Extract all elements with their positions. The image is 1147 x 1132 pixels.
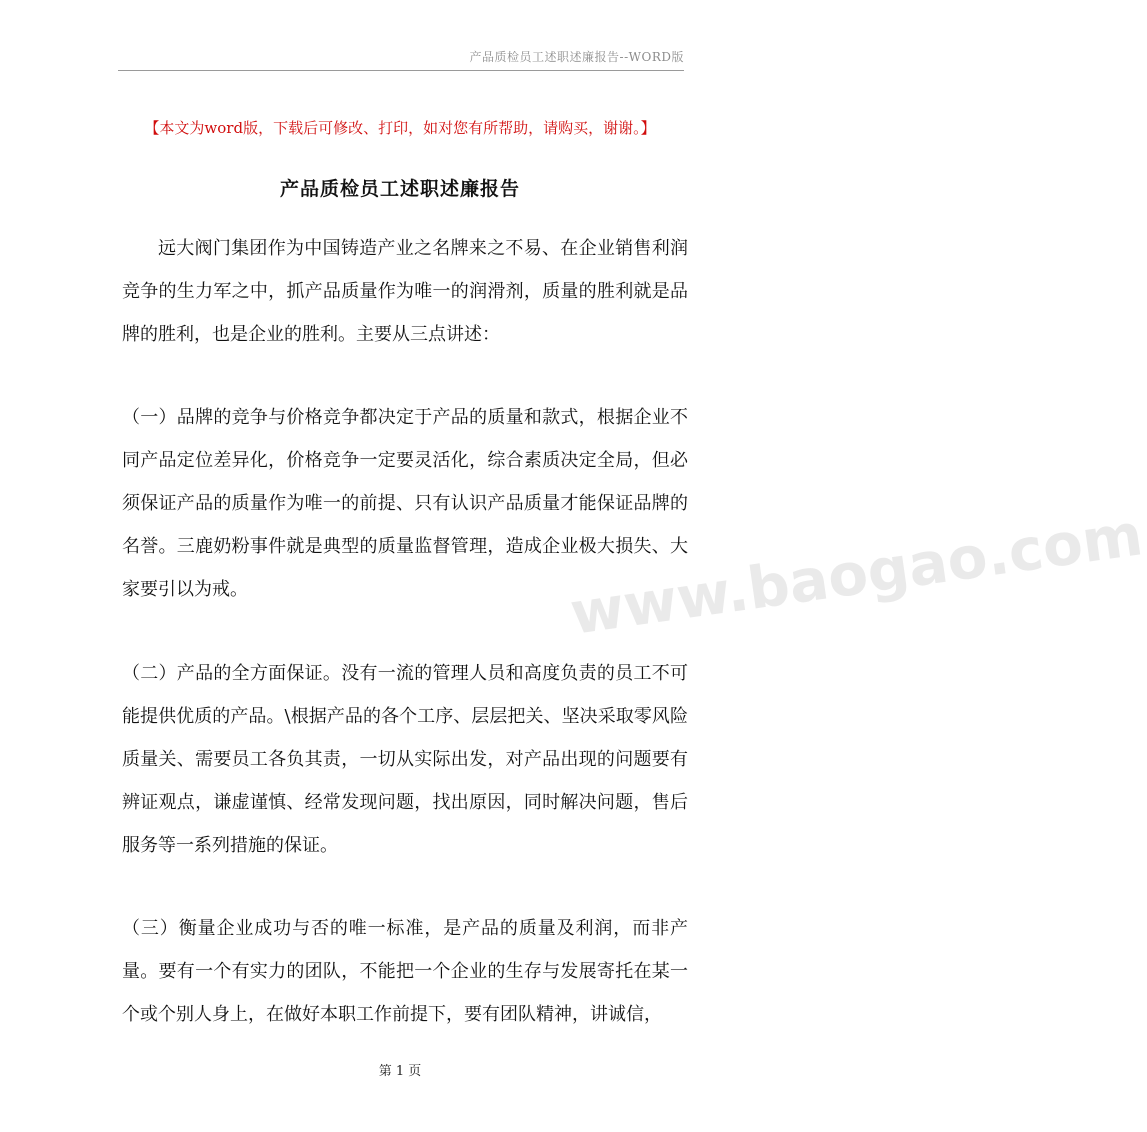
page-number: 第 1 页 <box>378 1064 422 1079</box>
purchase-notice: 【本文为word版，下载后可修改、打印，如对您有所帮助，请购买，谢谢。】 <box>144 119 656 137</box>
site-watermark: www.baogao.com <box>566 500 1147 648</box>
paragraph-point-three: （三）衡量企业成功与否的唯一标准，是产品的质量及利润，而非产量。要有一个有实力的团队，不能把一个企业的生存与发展寄托在某一个或个别人身上，在做好本职工作前提下，要有团队精神，讲诚信， <box>122 918 688 1025</box>
paragraph-point-one: （一）品牌的竞争与价格竞争都决定于产品的质量和款式，根据企业不同产品定位差异化，价格竞争一定要灵活化，综合素质决定全局，但必须保证产品的质量作为唯一的前提、只有认识产品质量才能保证品牌的名誉。三鹿奶粉事件就是典型的质量监督管理，造成企业极大损失、大家要引以为戒。 <box>122 407 688 600</box>
paragraph-intro: 远大阀门集团作为中国铸造产业之名牌来之不易、在企业销售利润竞争的生力军之中，抓产品质量作为唯一的润滑剂，质量的胜利就是品牌的胜利，也是企业的胜利。主要从三点讲述： <box>122 238 688 345</box>
paragraph-point-two: （二）产品的全方面保证。没有一流的管理人员和高度负责的员工不可能提供优质的产品。\根据产品的各个工序、层层把关、坚决采取零风险质量关、需要员工各负其责，一切从实际出发，对产品出现的问题要有辨证观点，谦虚谨慎、经常发现问题，找出原因，同时解决问题，售后服务等一系列措施的保证。 <box>122 663 688 856</box>
document-title: 产品质检员工述职述廉报告 <box>279 178 520 200</box>
running-header: 产品质检员工述职述廉报告--WORD版 <box>118 48 684 71</box>
